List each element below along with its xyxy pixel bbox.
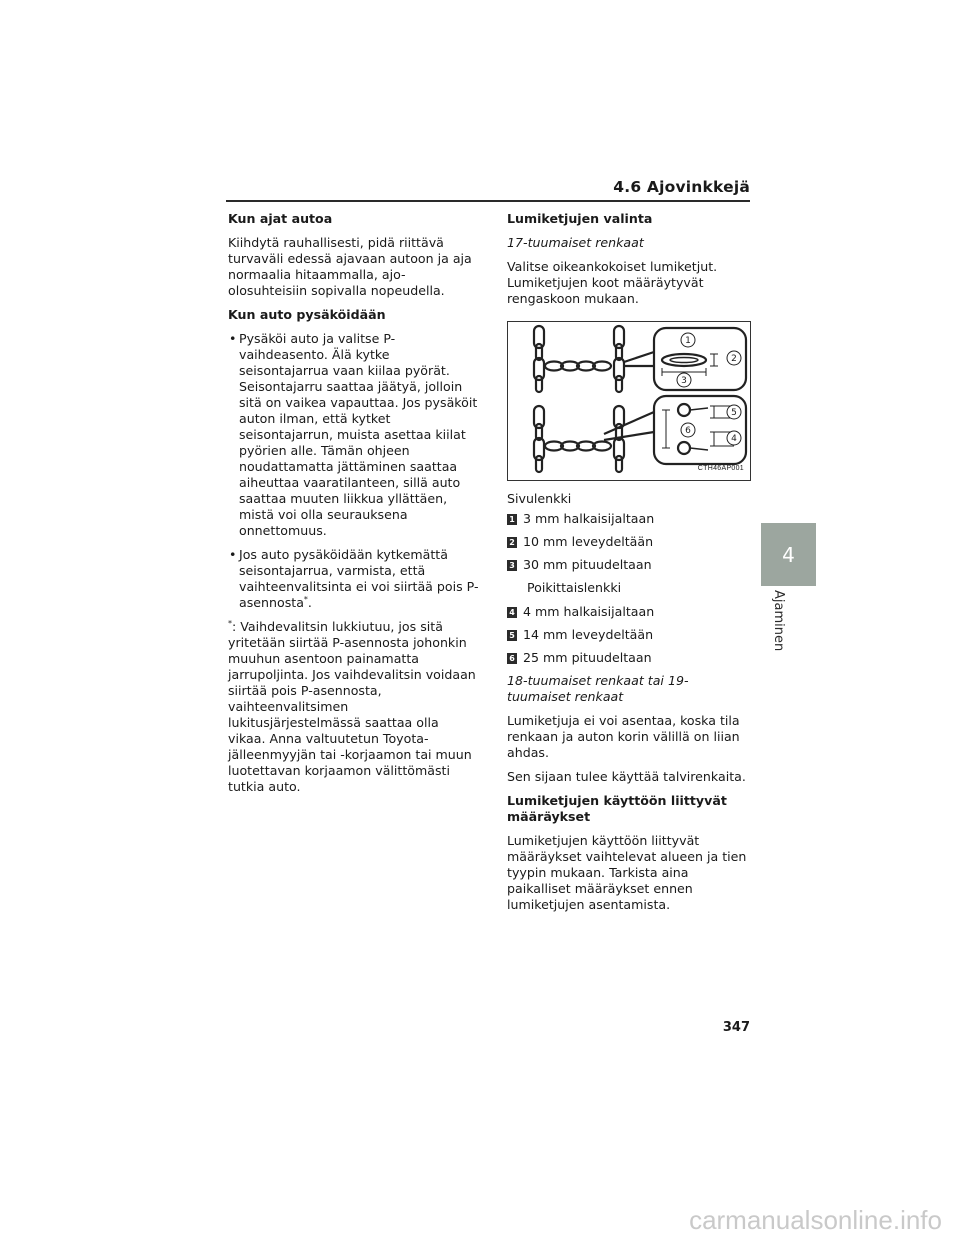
callout-pointer [624, 352, 654, 362]
bullet-text-1: Pysäköi auto ja valitse P-vaihdeasento. Älä kytke seisontajarrua vaan kiilaa pyörät. Seisontajarru saattaa jäätyä, jolloin sitä on vaikea vapauttaa. Jos pysäköit auton ilman, että kytket seisontajarrun, muista asettaa kiilat pyörien alle. Tämän ohjeen noudattamatta jättäminen saattaa aiheuttaa vaaratilanteen, sillä auto saattaa muuten liikkua yllättäen, mistä voi olla seurauksena onnettomuus. [239, 331, 478, 538]
page-number: 347 [722, 1020, 750, 1035]
legend-subtitle: Poikittaislenkki [527, 580, 622, 595]
bullet-text-2: Jos auto pysäköidään kytkemättä seisontajarrua, varmista, että vaihteenvalitsinta ei voi siirtää pois P-asennosta [239, 547, 479, 610]
side-link-inner [670, 358, 698, 363]
cross-link-ring [678, 404, 690, 416]
chain-link [536, 376, 542, 392]
right-column [507, 211, 751, 921]
footnote-text: : Vaihdevalitsin lukkiutuu, jos sitä yritetään siirtää P-asennosta johonkin muuhun asentoon painamatta jarrupoljinta. Jos vaihdevalitsin voidaan siirtää pois P-asennosta, vaihteenvalitsimen lukitusjärjestelmässä saattaa olla vikaa. Anna valtuutetun Toyota-jälleenmyyjän tai -korjaamon tai muun luotettavan korjaamon välittömästi tutkia auto. [228, 619, 476, 794]
footnote-marker: * [228, 618, 232, 628]
paragraph-chain-size: Valitse oikeankokoiset lumiketjut. Lumiketjujen koot määräytyvät rengaskoon mukaan. [507, 259, 718, 306]
cross-link-ring [678, 442, 690, 454]
legend-item-5 [507, 627, 751, 643]
snow-chain-illustration [508, 322, 750, 480]
paragraph-winter-tires: Sen sijaan tulee käyttää talvirenkaita. [507, 769, 746, 784]
legend-item-3 [507, 557, 751, 573]
legend-text-6: 25 mm pituudeltaan [523, 650, 652, 665]
heading-parking: Kun auto pysäköidään [228, 307, 386, 322]
bullet-text-2-end: . [307, 595, 312, 610]
callout-label-4: 4 [731, 434, 737, 444]
bullet-item-1 [228, 331, 480, 539]
bullet-item-2 [228, 547, 480, 611]
callout-label-2: 2 [731, 354, 737, 364]
legend-number-3: 3 [507, 560, 517, 571]
legend-number-6: 6 [507, 653, 517, 664]
paragraph-driving: Kiihdytä rauhallisesti, pidä riittävä turvaväli edessä ajavaan autoon ja aja normaalia hitaammalla, ajo-olosuhteisiin sopivalla nopeudella. [228, 235, 472, 298]
legend-number-5: 5 [507, 630, 517, 641]
chain-link [536, 456, 542, 472]
legend-item-2 [507, 534, 751, 550]
callout-pointer [604, 432, 654, 440]
bullet-dot: • [229, 331, 237, 346]
callout-label-1: 1 [685, 336, 691, 346]
legend-item-4 [507, 604, 751, 620]
footnote [228, 619, 480, 795]
left-column [228, 211, 480, 803]
chain-link [616, 376, 622, 392]
header-divider [226, 200, 750, 202]
legend-title: Sivulenkki [507, 491, 572, 506]
heading-chain-selection: Lumiketjujen valinta [507, 211, 653, 226]
snow-chain-diagram [507, 321, 751, 481]
watermark: carmanualsonline.info [689, 1205, 942, 1235]
callout-pointer [604, 412, 654, 434]
subheading-18-19-inch: 18-tuumaiset renkaat tai 19-tuumaiset renkaat [507, 673, 689, 704]
bullet-dot: • [229, 547, 237, 562]
footnote-marker: * [303, 594, 308, 604]
paragraph-no-chains: Lumiketjuja ei voi asentaa, koska tila renkaan ja auton korin välillä on liian ahdas. [507, 713, 740, 760]
legend-number-2: 2 [507, 537, 517, 548]
side-link-detail [662, 354, 706, 366]
heading-regulations: Lumiketjujen käyttöön liittyvät määräykset [507, 793, 727, 824]
legend-item-1 [507, 511, 751, 527]
chain-link [616, 456, 622, 472]
legend-text-1: 3 mm halkaisijaltaan [523, 511, 655, 526]
legend-number-4: 4 [507, 607, 517, 618]
heading-driving: Kun ajat autoa [228, 211, 333, 226]
callout-label-5: 5 [731, 408, 737, 418]
legend-text-5: 14 mm leveydeltään [523, 627, 654, 642]
paragraph-regulations: Lumiketjujen käyttöön liittyvät määräykset vaihtelevat alueen ja tien tyypin mukaan. Tarkista aina paikalliset määräykset ennen lumiketjujen asentamista. [507, 833, 747, 912]
legend-number-1: 1 [507, 514, 517, 525]
legend-text-2: 10 mm leveydeltään [523, 534, 654, 549]
section-title: 4.6 Ajovinkkejä [613, 178, 750, 196]
legend-text-4: 4 mm halkaisijaltaan [523, 604, 655, 619]
subheading-17-inch: 17-tuumaiset renkaat [507, 235, 644, 250]
chapter-tab: 4 [761, 523, 816, 586]
legend-item-6 [507, 650, 751, 666]
diagram-code: CTH46AP001 [697, 465, 744, 472]
callout-label-3: 3 [681, 376, 687, 386]
callout-label-6: 6 [685, 426, 691, 436]
legend-text-3: 30 mm pituudeltaan [523, 557, 652, 572]
chapter-label: Ajaminen [771, 590, 786, 652]
